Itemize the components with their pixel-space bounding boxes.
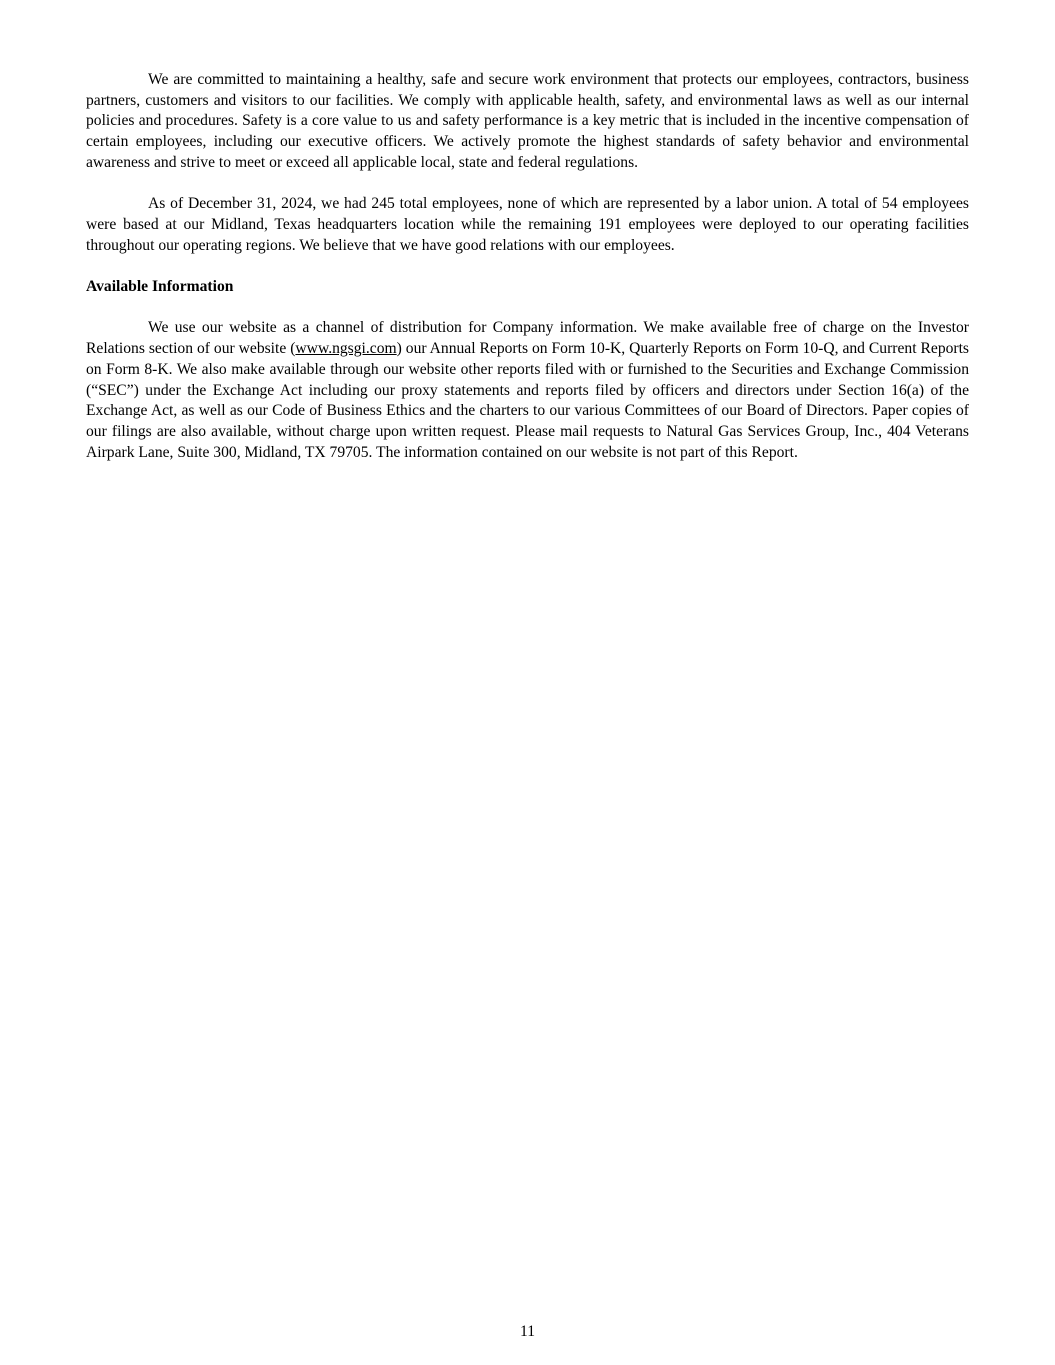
document-body (86, 70, 969, 463)
paragraph-gap (86, 256, 969, 277)
text-before-link: We use our website as a channel of distribution for Company information. We make available free of charge on the Investor Relations section of our website ( (86, 319, 969, 358)
employees-paragraph: As of December 31, 2024, we had 245 total employees, none of which are represented by a labor union. A total of 54 employees were based at our Midland, Texas headquarters location while the remaining 191 employees were deployed to our operating facilities throughout our operating regions. We believe that we have good relations with our employees. (86, 195, 969, 254)
text-after-link: ) our Annual Reports on Form 10-K, Quarterly Reports on Form 10-Q, and Current Reports on Form 8-K. We also make available through our website other reports filed with or furnished to the Securities and Exchange Commission (“SEC”) under the Exchange Act including our proxy statements and reports filed by officers and directors under Section 16(a) of the Exchange Act, as well as our Code of Business Ethics and the charters to our various Committees of our Board of Directors. Paper copies of our filings are also available, without charge upon written request. Please mail requests to Natural Gas Services Group, Inc., 404 Veterans Airpark Lane, Suite 300, Midland, TX 79705. The information contained on our website is not part of this Report. (86, 340, 970, 461)
paragraph-gap (86, 298, 969, 319)
page-number: 11 (519, 1323, 535, 1340)
paragraph-gap (86, 174, 969, 195)
available-information-paragraph (86, 318, 969, 463)
safety-paragraph: We are committed to maintaining a healthy, safe and secure work environment that protects our employees, contractors, business partners, customers and visitors to our facilities. We comply with applicable health, safety, and environmental laws as well as our internal policies and procedures. Safety is a core value to us and safety performance is a key metric that is included in the incentive compensation of certain employees, including our executive officers. We actively promote the highest standards of safety behavior and environmental awareness and strive to meet or exceed all applicable local, state and federal regulations. (86, 71, 969, 171)
website-link[interactable]: www.ngsgi.com (295, 340, 397, 358)
available-information-heading: Available Information (86, 278, 234, 295)
